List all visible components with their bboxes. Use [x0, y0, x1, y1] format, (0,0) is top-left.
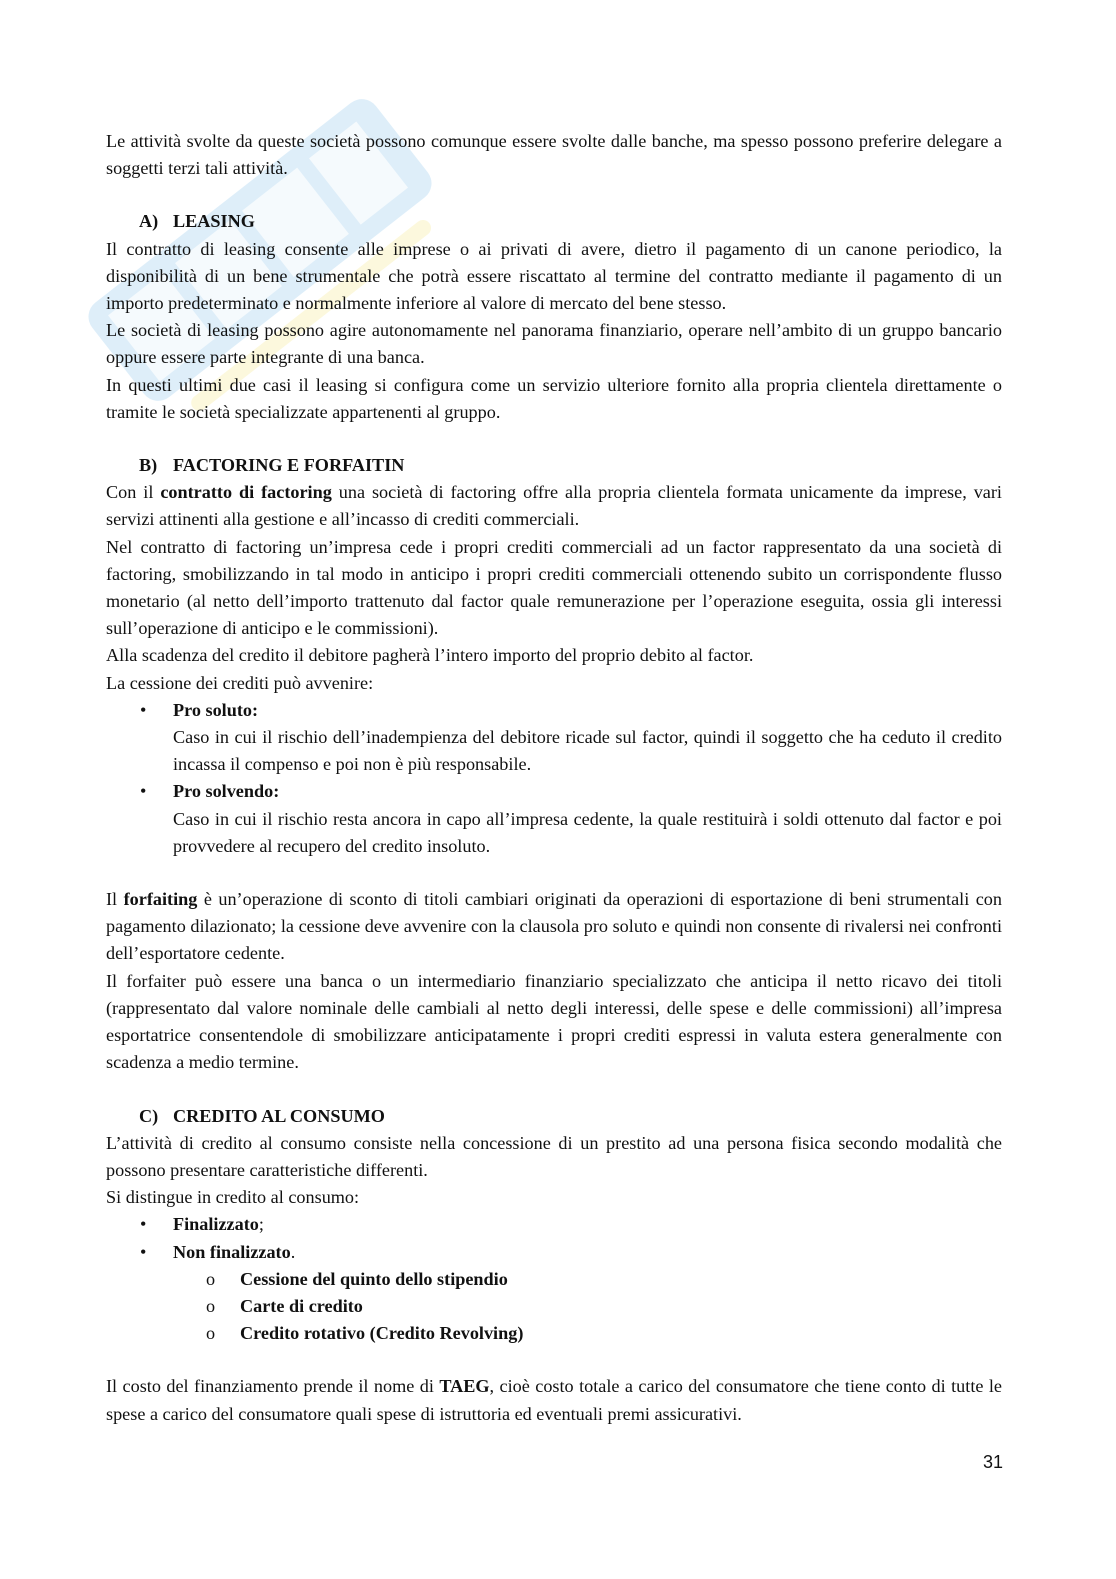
cessione-list — [106, 697, 1002, 860]
non-finalizzato-sublist — [106, 1266, 1002, 1348]
section-heading-factoring: B) FACTORING E FORFAITIN — [139, 455, 405, 476]
list-item: • Pro solvendo: Caso in cui il rischio resta ancora in capo all’impresa cedente, la quale restituirà i soldi ottenuto dal factor e poi provvedere al recupero del credito insoluto. — [140, 781, 1002, 856]
leasing-paragraph-2: Le società di leasing possono agire autonomamente nel panorama finanziario, operare nell’ambito di un gruppo bancario oppure essere parte integrante di una banca. — [106, 320, 1002, 368]
document-page — [106, 128, 1002, 1428]
list-item: • Pro soluto: Caso in cui il rischio dell’inadempienza del debitore ricade sul factor, quindi il soggetto che ha ceduto il credito incassa il compenso e poi non è più responsabile. — [140, 699, 1002, 775]
credito-paragraph-2: Si distingue in credito al consumo: — [106, 1187, 360, 1208]
factoring-paragraph-2: Nel contratto di factoring un’impresa cede i propri crediti commerciali ad un factor rappresentato da una società di factoring, smobilizzando in tal modo in anticipo i propri crediti commerciali ottenendo subito un corrispondente flusso monetario (al netto dell’importo trattenuto dal factor quale remunerazione per l’operazione eseguita, ossia gli interessi sull’operazione di anticipo e le commissioni). — [106, 536, 1002, 639]
factoring-paragraph-1: Con il contratto di factoring una società di factoring offre alla propria clientela formata unicamente da imprese, vari servizi attinenti alla gestione e all’incasso di crediti commerciali. — [106, 482, 1002, 530]
page-number: 31 — [982, 1452, 1003, 1472]
leasing-paragraph-3: In questi ultimi due casi il leasing si configura come un servizio ulteriore fornito alla propria clientela direttamente o tramite le società specializzate appartenenti al gruppo. — [106, 374, 1002, 422]
list-item: • Finalizzato; — [140, 1214, 264, 1235]
credito-paragraph-1: L’attività di credito al consumo consiste nella concessione di un prestito ad una persona fisica secondo modalità che possono presentare caratteristiche differenti. — [106, 1132, 1002, 1180]
forfaiting-paragraph-2: Il forfaiter può essere una banca o un intermediario finanziario specializzato che anticipa il netto ricavo dei titoli (rappresentato dal valore nominale delle cambiali al netto degli interessi, delle spese e delle commissioni) all’impresa esportatrice consentendole di smobilizzare anticipatamente i propri crediti espressi in valuta estera generalmente con scadenza a medio termine. — [106, 970, 1002, 1073]
section-heading-credito: C) CREDITO AL CONSUMO — [139, 1105, 385, 1126]
forfaiting-paragraph-1: Il forfaiting è un’operazione di sconto di titoli cambiari originati da operazioni di esportazione di beni strumentali con pagamento dilazionato; la cessione deve avvenire con la clausola pro soluto e quindi non consente di rivalersi nei confronti dell’esportatore cedente. — [106, 889, 1002, 964]
list-item: o Carte di credito — [206, 1295, 363, 1316]
taeg-paragraph: Il costo del finanziamento prende il nome di TAEG, cioè costo totale a carico del consumatore che tiene conto di tutte le spese a carico del consumatore quali spese di istruttoria ed eventuali premi assicurativi. — [106, 1376, 1003, 1424]
leasing-paragraph-1: Il contratto di leasing consente alle imprese o ai privati di avere, dietro il pagamento di un canone periodico, la disponibilità di un bene strumentale che potrà essere riscattato al termine del contratto mediante il pagamento di un importo predeterminato e normalmente inferiore al valore di mercato del bene stesso. — [106, 238, 1002, 314]
factoring-paragraph-4: La cessione dei crediti può avvenire: — [106, 672, 374, 693]
list-item: • Non finalizzato. — [140, 1241, 296, 1262]
credito-list — [106, 1211, 1002, 1265]
list-item: o Credito rotativo (Credito Revolving) — [206, 1323, 524, 1344]
list-item: o Cessione del quinto dello stipendio — [206, 1268, 508, 1289]
factoring-paragraph-3: Alla scadenza del credito il debitore pagherà l’intero importo del proprio debito al factor. — [106, 645, 754, 666]
section-heading-leasing: A) LEASING — [139, 211, 255, 232]
intro-paragraph: Le attività svolte da queste società possono comunque essere svolte dalle banche, ma spesso possono preferire delegare a soggetti terzi tali attività. — [106, 131, 1002, 179]
